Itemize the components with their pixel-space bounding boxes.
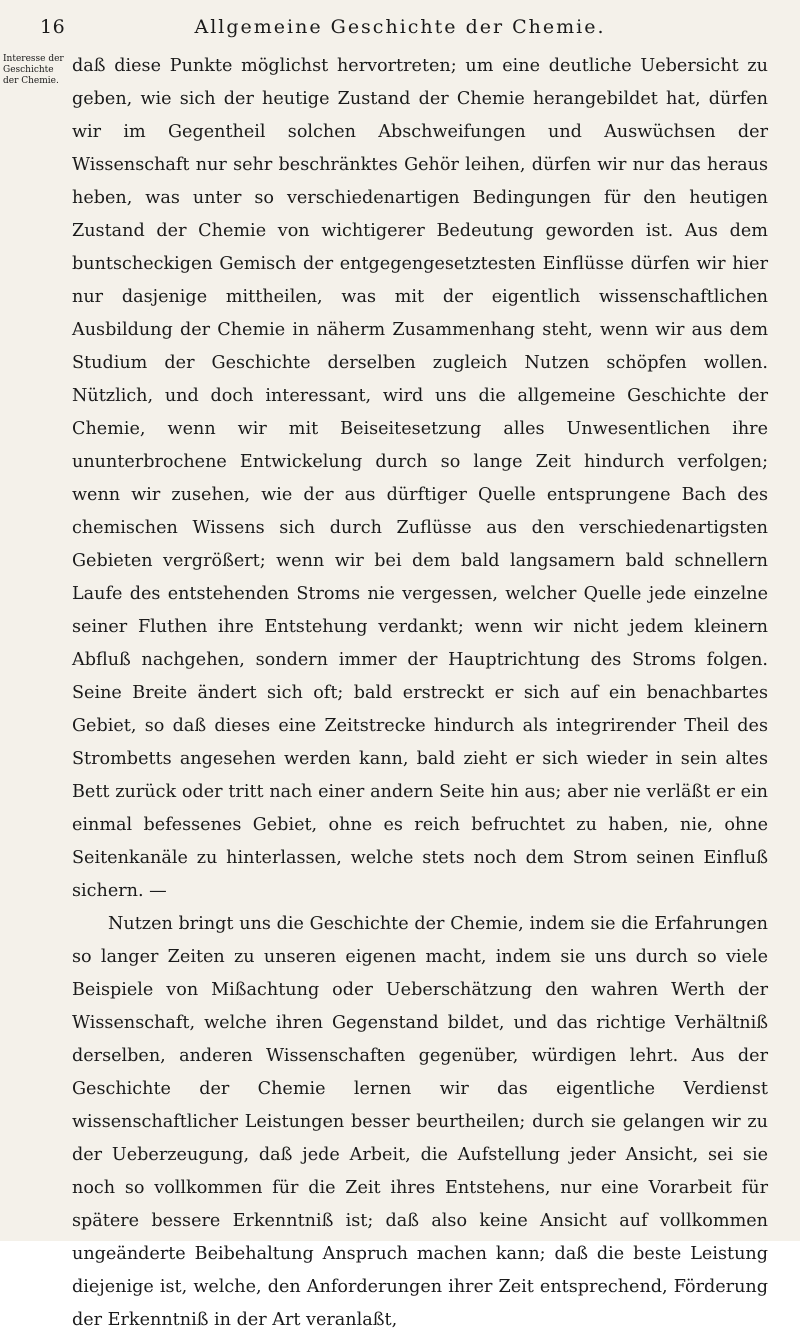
paragraph-1: daß diese Punkte möglichst hervortreten; um eine deutliche Uebersicht zu geben, wie sich der heutige Zustand der Chemie herangebildet hat, dürfen wir im Gegentheil solchen Abschweifungen und Auswüchsen der Wissenschaft nur sehr beschränktes Gehör leihen, dürfen wir nur das heraus heben, was unter so verschiedenartigen Bedingungen für den heutigen Zustand der Chemie von wichtigerer Bedeutung geworden ist. Aus dem buntscheckigen Gemisch der entgegengesetztesten Einflüsse dürfen wir hier nur dasjenige mittheilen, was mit der eigentlich wissenschaftlichen Ausbildung der Chemie in näherm Zusammenhang steht, wenn wir aus dem Studium der Geschichte derselben zugleich Nutzen schöpfen wollen. Nützlich, und doch interessant, wird uns die allgemeine Geschichte der Chemie, wenn wir mit Beiseitesetzung alles Unwesentlichen ihre ununterbrochene Entwickelung durch so lange Zeit hindurch verfolgen; wenn wir zusehen, wie der aus dürftiger Quelle entsprungene Bach des chemischen Wissens sich durch Zuflüsse aus den verschiedenartigsten Gebieten vergrößert; wenn wir bei dem bald langsamern bald schnellern Laufe des entstehenden Stroms nie vergessen, welcher Quelle jede einzelne seiner Fluthen ihre Entstehung verdankt; wenn wir nicht jedem kleinern Abfluß nachgehen, sondern immer der Hauptrichtung des Stroms folgen. Seine Breite ändert sich oft; bald erstreckt er sich auf ein benachbartes Gebiet, so daß dieses eine Zeitstrecke hindurch als integrirender Theil des Strombetts angesehen werden kann, bald zieht er sich wieder in sein altes Bett zurück oder tritt nach einer andern Seite hin aus; aber nie verläßt er ein einmal befessenes Gebiet, ohne es reich befruchtet zu haben, nie, ohne Seitenkanäle zu hinterlassen, welche stets noch dem Strom seinen Einfluß sichern. — <box>72 56 768 901</box>
page-header <box>40 16 760 42</box>
paragraph-2: Nutzen bringt uns die Geschichte der Chemie, indem sie die Erfahrungen so langer Zeiten zu unseren eigenen macht, indem sie uns durch so viele Beispiele von Mißachtung oder Ueberschätzung den wahren Werth der Wissenschaft, welche ihren Gegenstand bildet, und das richtige Verhältniß derselben, anderen Wissenschaften gegenüber, würdigen lehrt. Aus der Geschichte der Chemie lernen wir das eigentliche Verdienst wissenschaftlicher Leistungen besser beurtheilen; durch sie gelangen wir zu der Ueberzeugung, daß jede Arbeit, die Aufstellung jeder Ansicht, sei sie noch so vollkommen für die Zeit ihres Entstehens, nur eine Vorarbeit für spätere bessere Erkenntniß ist; daß also keine Ansicht auf vollkommen ungeänderte Beibehaltung Anspruch machen kann; daß die beste Leistung diejenige ist, welche, den Anforderungen ihrer Zeit entsprechend, Förderung der Erkenntniß in der Art veranlaßt, <box>72 914 768 1330</box>
margin-note: Interesse der Geschichte der Chemie. <box>3 54 64 86</box>
running-title: Allgemeine Geschichte der Chemie. <box>194 16 606 38</box>
page-number: 16 <box>40 16 66 38</box>
body-text <box>72 50 768 1337</box>
